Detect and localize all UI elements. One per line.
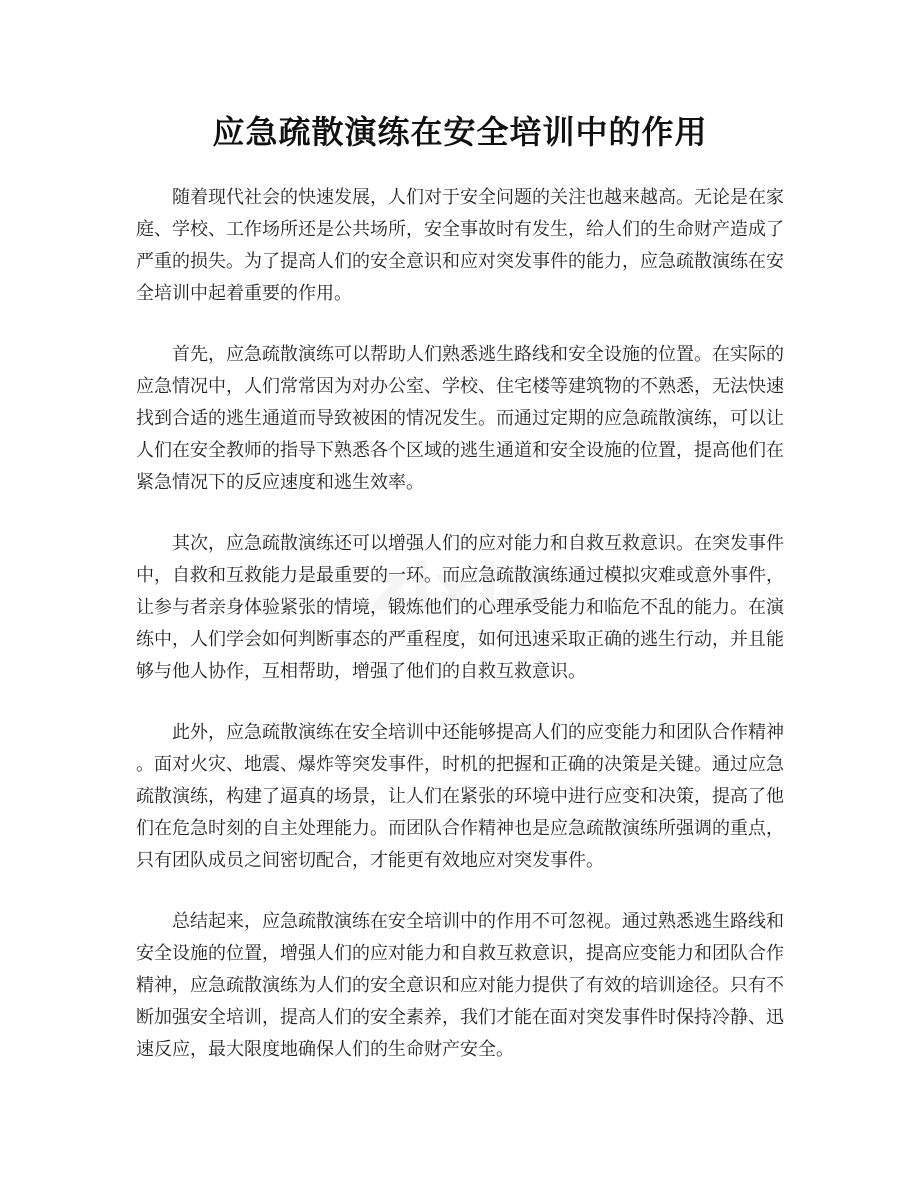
watermark: zixin — [371, 552, 549, 626]
paragraph-line: 疏散演练，构建了逼真的场景，让人们在紧张的环境中进行应变和决策，提高了他 — [136, 786, 784, 807]
document-body — [136, 182, 786, 1095]
paragraph-line: 只有团队成员之间密切配合，才能更有效地应对突发事件。 — [136, 850, 604, 871]
paragraph-line: 总结起来，应急疏散演练在安全培训中的作用不可忽视。通过熟悉逃生路线和 — [172, 911, 784, 932]
document-title: 应急疏散演练在安全培训中的作用 — [212, 113, 708, 151]
paragraph-line: 精神，应急疏散演练为人们的安全意识和应对能力提供了有效的培训途径。只有不 — [136, 975, 784, 996]
paragraph-line: 让参与者亲身体验紧张的情境，锻炼他们的心理承受能力和临危不乱的能力。在演 — [136, 597, 784, 618]
paragraph-line: 首先，应急疏散演练可以帮助人们熟悉逃生路线和安全设施的位置。在实际的 — [172, 344, 784, 365]
paragraph-line: 随着现代社会的快速发展，人们对于安全问题的关注也越来越高。无论是在家 — [172, 187, 784, 208]
paragraph-line: 找到合适的逃生通道而导致被困的情况发生。而通过定期的应急疏散演练，可以让 — [136, 408, 784, 429]
paragraph-1 — [136, 182, 786, 310]
paragraph-line: 安全设施的位置，增强人们的应对能力和自救互救意识，提高应变能力和团队合作 — [136, 943, 784, 964]
paragraph-line: 紧急情况下的反应速度和逃生效率。 — [136, 472, 424, 493]
paragraph-line: 。面对火灾、地震、爆炸等突发事件，时机的把握和正确的决策是关键。通过应急 — [136, 754, 784, 775]
paragraph-line: 其次，应急疏散演练还可以增强人们的应对能力和自救互救意识。在突发事件 — [172, 533, 784, 554]
paragraph-5 — [136, 906, 786, 1066]
paragraph-4 — [136, 717, 786, 877]
paragraph-line: 人们在安全教师的指导下熟悉各个区域的逃生通道和安全设施的位置，提高他们在 — [136, 440, 784, 461]
paragraph-line: 应急情况中，人们常常因为对办公室、学校、住宅楼等建筑物的不熟悉，无法快速 — [136, 376, 784, 397]
paragraph-line: 们在危急时刻的自主处理能力。而团队合作精神也是应急疏散演练所强调的重点， — [136, 818, 784, 839]
paragraph-line: 庭、学校、工作场所还是公共场所，安全事故时有发生，给人们的生命财产造成了 — [136, 219, 784, 240]
paragraph-line: 此外，应急疏散演练在安全培训中还能够提高人们的应变能力和团队合作精神 — [172, 722, 784, 743]
paragraph-line: 严重的损失。为了提高人们的安全意识和应对突发事件的能力，应急疏散演练在安 — [136, 251, 784, 272]
paragraph-2 — [136, 339, 786, 499]
paragraph-3 — [136, 528, 786, 688]
paragraph-line: 够与他人协作，互相帮助，增强了他们的自救互救意识。 — [136, 661, 586, 682]
paragraph-line: 断加强安全培训，提高人们的安全素养，我们才能在面对突发事件时保持冷静、迅 — [136, 1007, 784, 1028]
paragraph-line: 速反应，最大限度地确保人们的生命财产安全。 — [136, 1039, 514, 1060]
paragraph-line: 全培训中起着重要的作用。 — [136, 283, 352, 304]
paragraph-line: 中，自救和互救能力是最重要的一环。而应急疏散演练通过模拟灾难或意外事件， — [136, 565, 784, 586]
paragraph-line: 练中，人们学会如何判断事态的严重程度，如何迅速采取正确的逃生行动，并且能 — [136, 629, 784, 650]
